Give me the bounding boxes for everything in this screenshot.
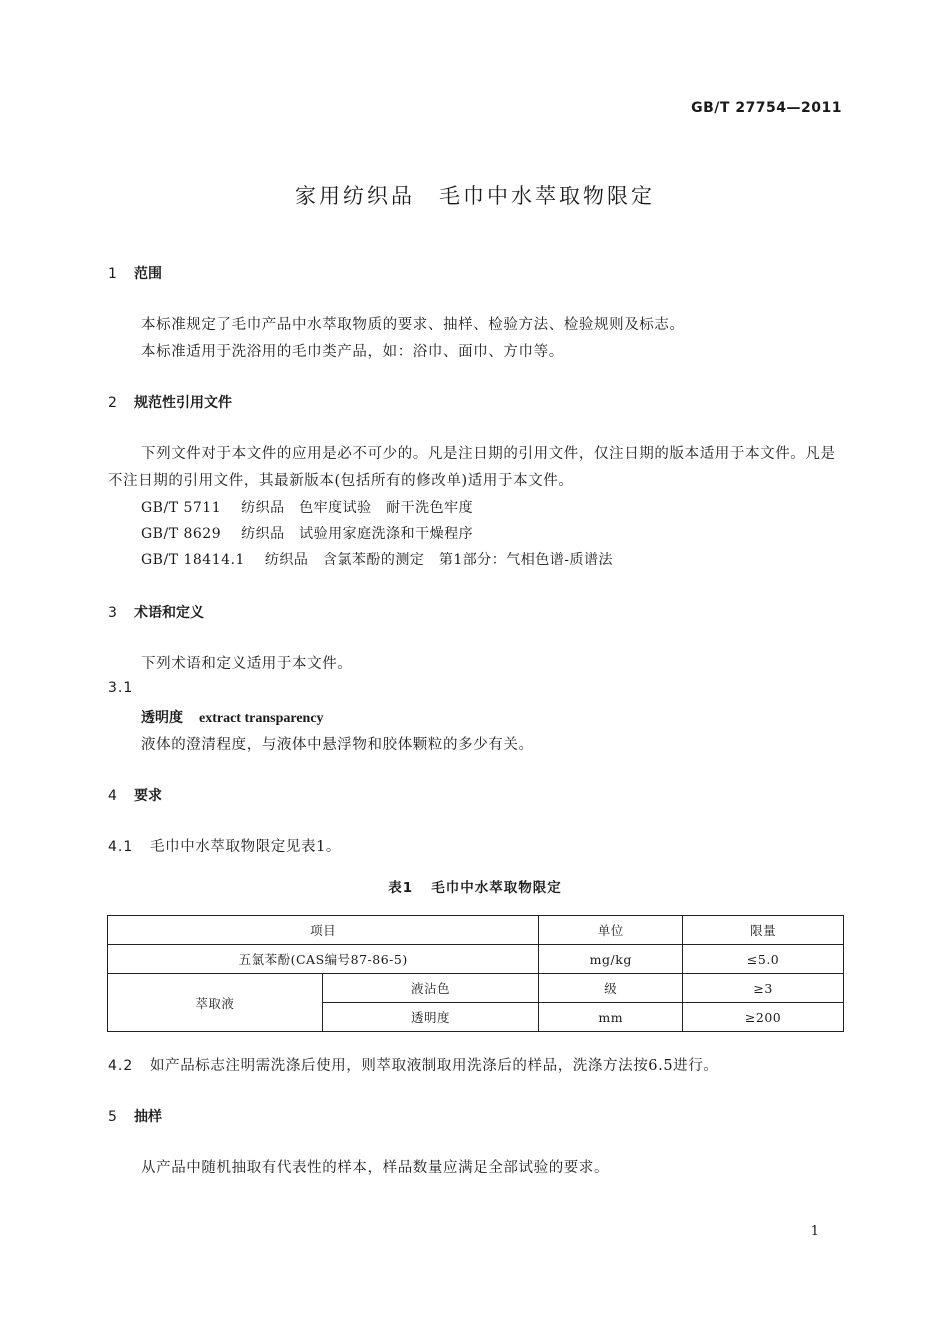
- reference-item: [141, 549, 633, 569]
- section-2-paragraph-text: 下列文件对于本文件的应用是必不可少的。凡是注日期的引用文件，仅注日期的版本适用于本文件。凡是不注日期的引用文件，其最新版本(包括所有的修改单)适用于本文件。: [108, 446, 836, 489]
- section-1-paragraph-2: 本标准适用于洗浴用的毛巾类产品，如：浴巾、面巾、方巾等。: [141, 344, 564, 360]
- section-2-heading: [108, 392, 232, 412]
- reference-code: GB/T 5711: [141, 500, 222, 516]
- section-title: 规范性引用文件: [134, 395, 232, 411]
- cell-unit: mm: [539, 1003, 683, 1032]
- section-3-paragraph: 下列术语和定义适用于本文件。: [141, 656, 353, 672]
- section-4-heading: [108, 785, 162, 805]
- section-1-paragraph-1: 本标准规定了毛巾产品中水萃取物质的要求、抽样、检验方法、检验规则及标志。: [141, 317, 685, 333]
- term-entry: [141, 707, 324, 727]
- cell-limit: ≥200: [683, 1003, 844, 1032]
- section-number: 2: [108, 395, 117, 411]
- reference-code: GB/T 18414.1: [141, 552, 245, 568]
- section-number: 4: [108, 788, 117, 804]
- reference-code: GB/T 8629: [141, 526, 222, 542]
- cell-limit: ≤5.0: [683, 945, 844, 974]
- reference-item: [141, 497, 493, 517]
- section-number: 1: [108, 266, 117, 282]
- cell-unit: 级: [539, 974, 683, 1003]
- clause-number: 4.1: [108, 839, 134, 855]
- section-title: 抽样: [134, 1109, 162, 1125]
- reference-item: [141, 523, 493, 543]
- reference-title: 纺织品 色牢度试验 耐干洗色牢度: [241, 500, 474, 516]
- cell-unit: mg/kg: [539, 945, 683, 974]
- cell-group-label: 萃取液: [108, 974, 323, 1032]
- clause-text: 如产品标志注明需洗涤后使用，则萃取液制取用洗涤后的样品，洗涤方法按6.5进行。: [150, 1058, 719, 1074]
- table-caption-title: 毛巾中水萃取物限定: [431, 880, 562, 896]
- table-caption-number: 表1: [388, 880, 414, 896]
- header-unit: 单位: [539, 916, 683, 945]
- section-1-heading: [108, 263, 162, 283]
- section-5-heading: [108, 1106, 162, 1126]
- term-chinese: 透明度: [141, 710, 183, 726]
- cell-item: 五氯苯酚(CAS编号87-86-5): [108, 945, 539, 974]
- table-row: [108, 945, 844, 974]
- header-limit: 限量: [683, 916, 844, 945]
- table-caption: [0, 876, 950, 896]
- clause-number: 4.2: [108, 1058, 134, 1074]
- reference-title: 纺织品 试验用家庭洗涤和干燥程序: [241, 526, 474, 542]
- table-row: [108, 974, 844, 1003]
- section-2-paragraph: [108, 441, 844, 495]
- section-number: 5: [108, 1109, 117, 1125]
- reference-title: 纺织品 含氯苯酚的测定 第1部分：气相色谱-质谱法: [264, 552, 614, 568]
- limits-table: [107, 915, 844, 1032]
- header-item: 项目: [108, 916, 539, 945]
- section-3-heading: [108, 602, 204, 622]
- term-number: 3.1: [108, 680, 134, 696]
- section-number: 3: [108, 605, 117, 621]
- document-title: 家用纺织品 毛巾中水萃取物限定: [295, 184, 655, 208]
- section-title: 术语和定义: [134, 605, 204, 621]
- term-english: extract transparency: [199, 711, 324, 726]
- cell-limit: ≥3: [683, 974, 844, 1003]
- cell-item: 透明度: [322, 1003, 539, 1032]
- standard-number: GB/T 27754—2011: [691, 100, 842, 116]
- clause-4-2: [108, 1054, 718, 1075]
- section-title: 要求: [134, 788, 162, 804]
- section-title: 范围: [134, 266, 162, 282]
- page-number: 1: [810, 1224, 819, 1239]
- cell-item: 液沾色: [322, 974, 539, 1003]
- term-definition: 液体的澄清程度，与液体中悬浮物和胶体颗粒的多少有关。: [141, 737, 534, 753]
- table-header-row: [108, 916, 844, 945]
- section-5-paragraph: 从产品中随机抽取有代表性的样本，样品数量应满足全部试验的要求。: [141, 1160, 610, 1176]
- clause-text: 毛巾中水萃取物限定见表1。: [150, 839, 342, 855]
- clause-4-1: [108, 835, 341, 856]
